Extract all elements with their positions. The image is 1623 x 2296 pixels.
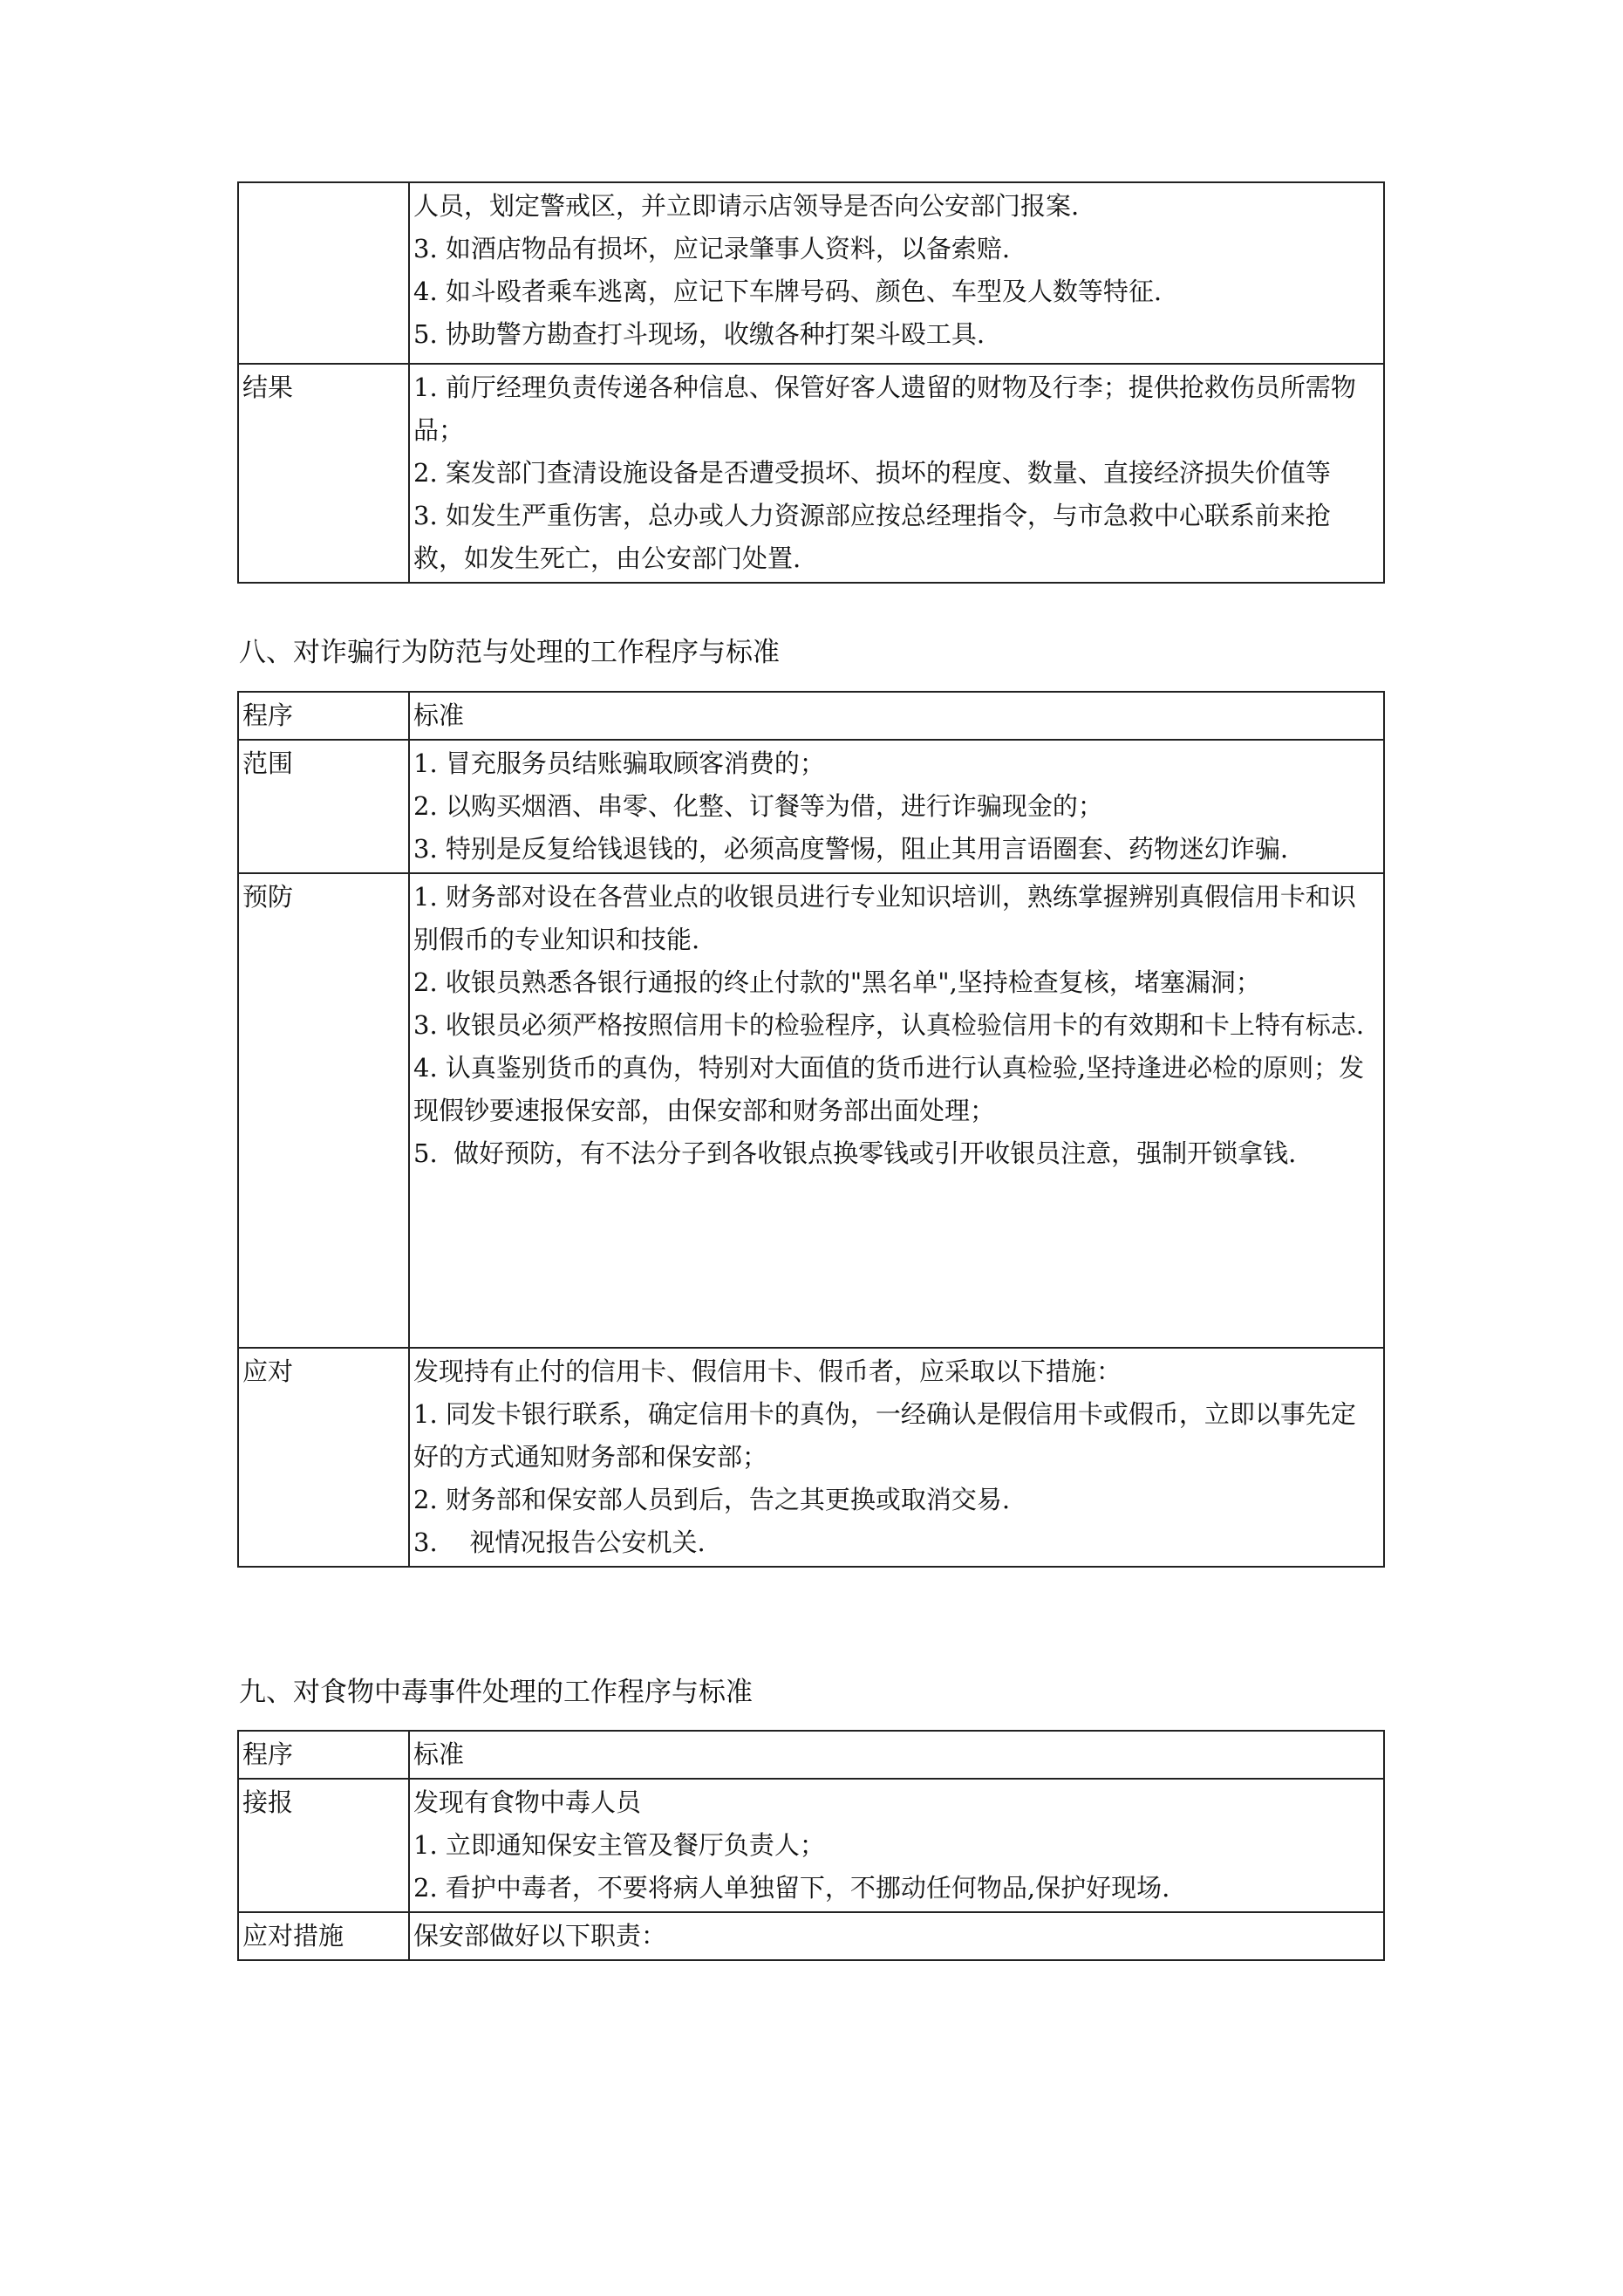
standard-cell — [409, 182, 1384, 364]
standard-cell — [409, 364, 1384, 583]
standard-line: 3. 视情况报告公安机关. — [413, 1527, 706, 1557]
table-header-row — [238, 692, 1384, 740]
procedure-cell-report: 接报 — [238, 1779, 409, 1912]
procedure-cell-result: 结果 — [238, 364, 409, 583]
procedure-cell-response: 应对 — [238, 1348, 409, 1567]
standard-line: 2. 财务部和保安部人员到后，告之其更换或取消交易. — [413, 1485, 1011, 1514]
procedure-cell-scope: 范围 — [238, 740, 409, 873]
food-poisoning-procedure-table — [237, 1730, 1385, 1961]
header-procedure: 程序 — [238, 692, 409, 740]
standard-line: 5. 协助警方勘查打斗现场，收缴各种打架斗殴工具. — [413, 319, 985, 349]
standard-line: 4. 如斗殴者乘车逃离，应记下车牌号码、颜色、车型及人数等特征. — [413, 277, 1163, 306]
standard-line: 3. 如酒店物品有损坏，应记录肇事人资料，以备索赔. — [413, 234, 1011, 263]
table-header-row — [238, 1731, 1384, 1779]
standard-line: 3. 特别是反复给钱退钱的，必须高度警惕，阻止其用言语圈套、药物迷幻诈骗. — [413, 834, 1289, 864]
table-row — [238, 740, 1384, 873]
standard-line: 发现有食物中毒人员 — [413, 1787, 642, 1817]
standard-line: 2. 案发部门查清设施设备是否遭受损坏、损坏的程度、数量、直接经济损失价值等 — [413, 458, 1331, 488]
standard-line: 2. 收银员熟悉各银行通报的终止付款的"黑名单",坚持检查复核，堵塞漏洞； — [413, 967, 1261, 997]
incident-table-continued — [237, 181, 1385, 584]
standard-line: 2. 看护中毒者，不要将病人单独留下，不挪动任何物品,保护好现场. — [413, 1873, 1170, 1903]
standard-line: 1. 前厅经理负责传递各种信息、保管好客人遗留的财物及行李；提供抢救伤员所需物品； — [413, 372, 1356, 445]
standard-cell — [409, 1348, 1384, 1567]
standard-line: 3. 如发生严重伤害，总办或人力资源部应按总经理指令，与市急救中心联系前来抢救，如发生死亡，由公安部门处置. — [413, 501, 1331, 573]
fraud-procedure-table — [237, 691, 1385, 1568]
header-standard: 标准 — [409, 692, 1384, 740]
standard-line: 2. 以购买烟酒、串零、化整、订餐等为借，进行诈骗现金的； — [413, 791, 1103, 821]
table-row — [238, 1912, 1384, 1960]
section-heading: 九、对食物中毒事件处理的工作程序与标准 — [239, 1677, 753, 1708]
procedure-cell-measures: 应对措施 — [238, 1912, 409, 1960]
standard-line: 1. 冒充服务员结账骗取顾客消费的； — [413, 748, 825, 778]
standard-line: 5. 做好预防，有不法分子到各收银点换零钱或引开收银员注意，强制开锁拿钱. — [413, 1138, 1297, 1168]
standard-line: 保安部做好以下职责： — [413, 1921, 667, 1951]
standard-cell — [409, 1779, 1384, 1912]
procedure-cell — [238, 182, 409, 364]
table-row — [238, 873, 1384, 1348]
standard-line: 人员，划定警戒区，并立即请示店领导是否向公安部门报案. — [413, 191, 1080, 221]
standard-cell — [409, 873, 1384, 1348]
standard-line: 4. 认真鉴别货币的真伪，特别对大面值的货币进行认真检验,坚持逢进必检的原则；发现假钞要速报保安部，由保安部和财务部出面处理； — [413, 1053, 1365, 1125]
standard-cell — [409, 1912, 1384, 1960]
standard-cell — [409, 740, 1384, 873]
table-row — [238, 1779, 1384, 1912]
procedure-cell-prevention: 预防 — [238, 873, 409, 1348]
header-standard: 标准 — [409, 1731, 1384, 1779]
standard-line: 3. 收银员必须严格按照信用卡的检验程序，认真检验信用卡的有效期和卡上特有标志. — [413, 1010, 1365, 1040]
table-row — [238, 364, 1384, 583]
standard-line: 1. 财务部对设在各营业点的收银员进行专业知识培训，熟练掌握辨别真假信用卡和识别假币的专业知识和技能. — [413, 882, 1356, 954]
table-row — [238, 182, 1384, 364]
standard-line: 1. 立即通知保安主管及餐厅负责人； — [413, 1830, 825, 1860]
section-heading: 八、对诈骗行为防范与处理的工作程序与标准 — [239, 637, 780, 668]
standard-line: 发现持有止付的信用卡、假信用卡、假币者，应采取以下措施： — [413, 1356, 1122, 1386]
header-procedure: 程序 — [238, 1731, 409, 1779]
standard-line: 1. 同发卡银行联系，确定信用卡的真伪，一经确认是假信用卡或假币，立即以事先定好的方式通知财务部和保安部； — [413, 1399, 1356, 1472]
table-row — [238, 1348, 1384, 1567]
